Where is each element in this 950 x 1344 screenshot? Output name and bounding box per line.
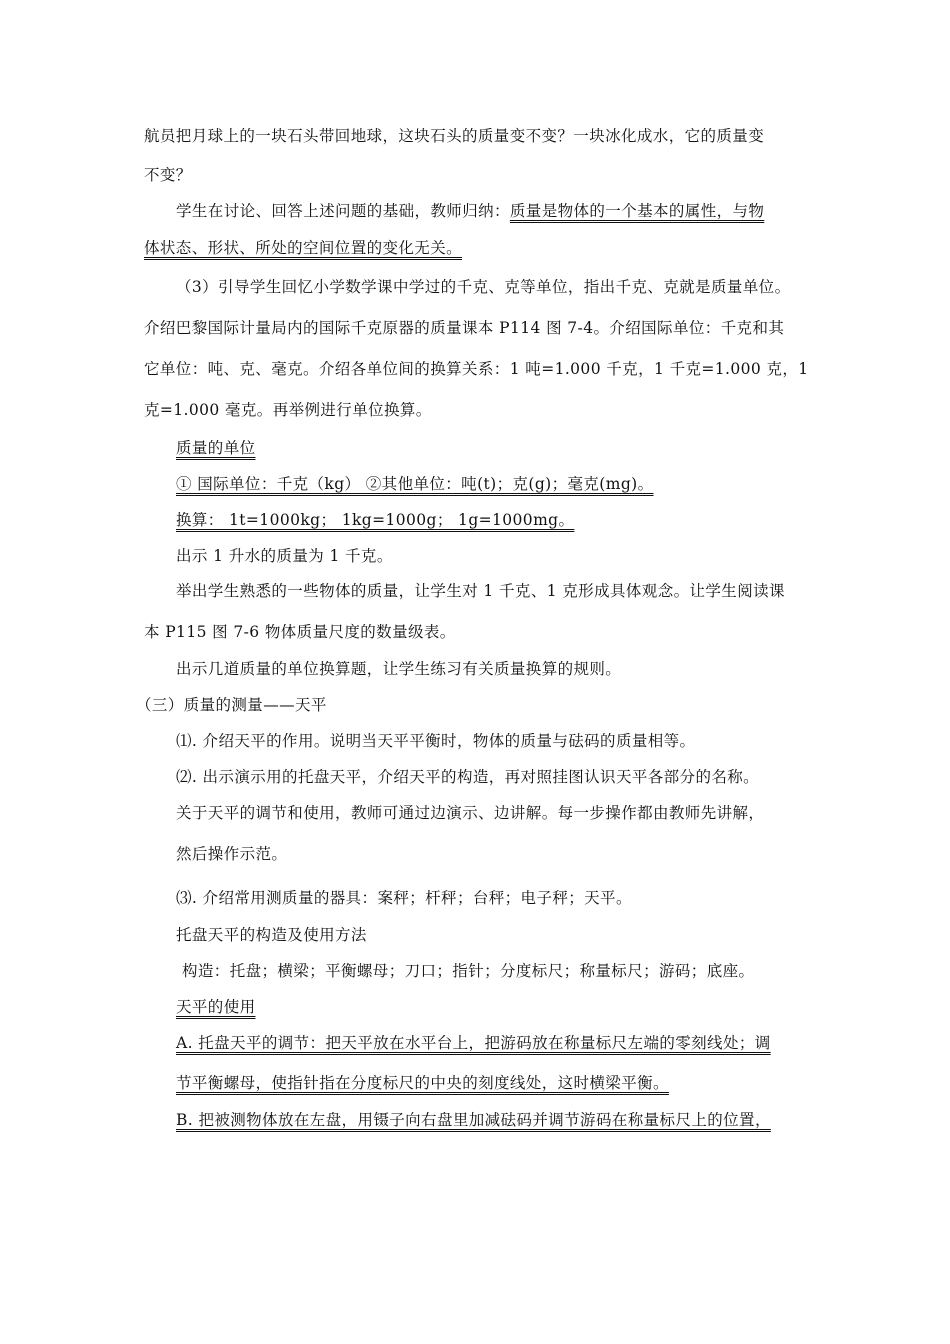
text-line xyxy=(176,201,764,221)
text-line: 本 P115 图 7-6 物体质量尺度的数量级表。 xyxy=(144,623,456,641)
underlined-text-line: 体状态、形状、所处的空间位置的变化无关。 xyxy=(144,239,463,257)
section-heading: （三）质量的测量——天平 xyxy=(136,696,327,714)
text-line: 托盘天平的构造及使用方法 xyxy=(176,926,367,944)
text-line: 它单位：吨、克、毫克。介绍各单位间的换算关系：1 吨=1.000 千克，1 千克=1.000 克，1 xyxy=(144,360,809,378)
text-line: 不变？ xyxy=(144,166,192,184)
text-line: 介绍巴黎国际计量局内的国际千克原器的质量课本 P114 图 7-4。介绍国际单位：千克和其 xyxy=(144,319,785,337)
text-line: 构造：托盘；横梁；平衡螺母；刀口；指针；分度标尺；称量标尺；游码；底座。 xyxy=(182,962,755,980)
section-heading: 天平的使用 xyxy=(176,998,256,1016)
text-line: 举出学生熟悉的一些物体的质量，让学生对 1 千克、1 克形成具体观念。让学生阅读课 xyxy=(176,582,785,600)
underlined-text-line: 节平衡螺母，使指针指在分度标尺的中央的刻度线处，这时横梁平衡。 xyxy=(176,1074,669,1092)
underlined-text-line: 换算： 1t=1000kg； 1kg=1000g； 1g=1000mg。 xyxy=(176,511,575,529)
text-line: 航员把月球上的一块石头带回地球，这块石头的质量变不变？一块冰化成水，它的质量变 xyxy=(144,127,765,145)
underlined-text-line: B. 把被测物体放在左盘，用镊子向右盘里加减砝码并调节游码在称量标尺上的位置， xyxy=(176,1111,771,1129)
text-line: ⑵. 出示演示用的托盘天平，介绍天平的构造，再对照挂图认识天平各部分的名称。 xyxy=(176,768,760,786)
underlined-text-line: A. 托盘天平的调节：把天平放在水平台上，把游码放在称量标尺左端的零刻线处；调 xyxy=(176,1034,771,1052)
text-line: ⑶. 介绍常用测质量的器具：案秤；杆秤；台秤；电子秤；天平。 xyxy=(176,889,632,907)
underlined-text: 质量是物体的一个基本的属性，与物 xyxy=(509,202,765,220)
text-span: 学生在讨论、回答上述问题的基础，教师归纳： xyxy=(176,202,510,220)
underlined-text-line: ① 国际单位：千克（kg） ②其他单位：吨(t)；克(g)；毫克(mg)。 xyxy=(176,475,654,493)
text-line: 然后操作示范。 xyxy=(176,845,288,863)
section-heading: 质量的单位 xyxy=(176,439,256,457)
text-line: 出示 1 升水的质量为 1 千克。 xyxy=(176,547,393,565)
text-line: 克=1.000 毫克。再举例进行单位换算。 xyxy=(144,401,432,419)
text-line: 关于天平的调节和使用，教师可通过边演示、边讲解。每一步操作都由教师先讲解， xyxy=(176,804,765,822)
text-line: 出示几道质量的单位换算题，让学生练习有关质量换算的规则。 xyxy=(176,660,622,678)
text-line: （3）引导学生回忆小学数学课中学过的千克、克等单位，指出千克、克就是质量单位。 xyxy=(176,278,791,296)
text-line: ⑴. 介绍天平的作用。说明当天平平衡时，物体的质量与砝码的质量相等。 xyxy=(176,732,696,750)
